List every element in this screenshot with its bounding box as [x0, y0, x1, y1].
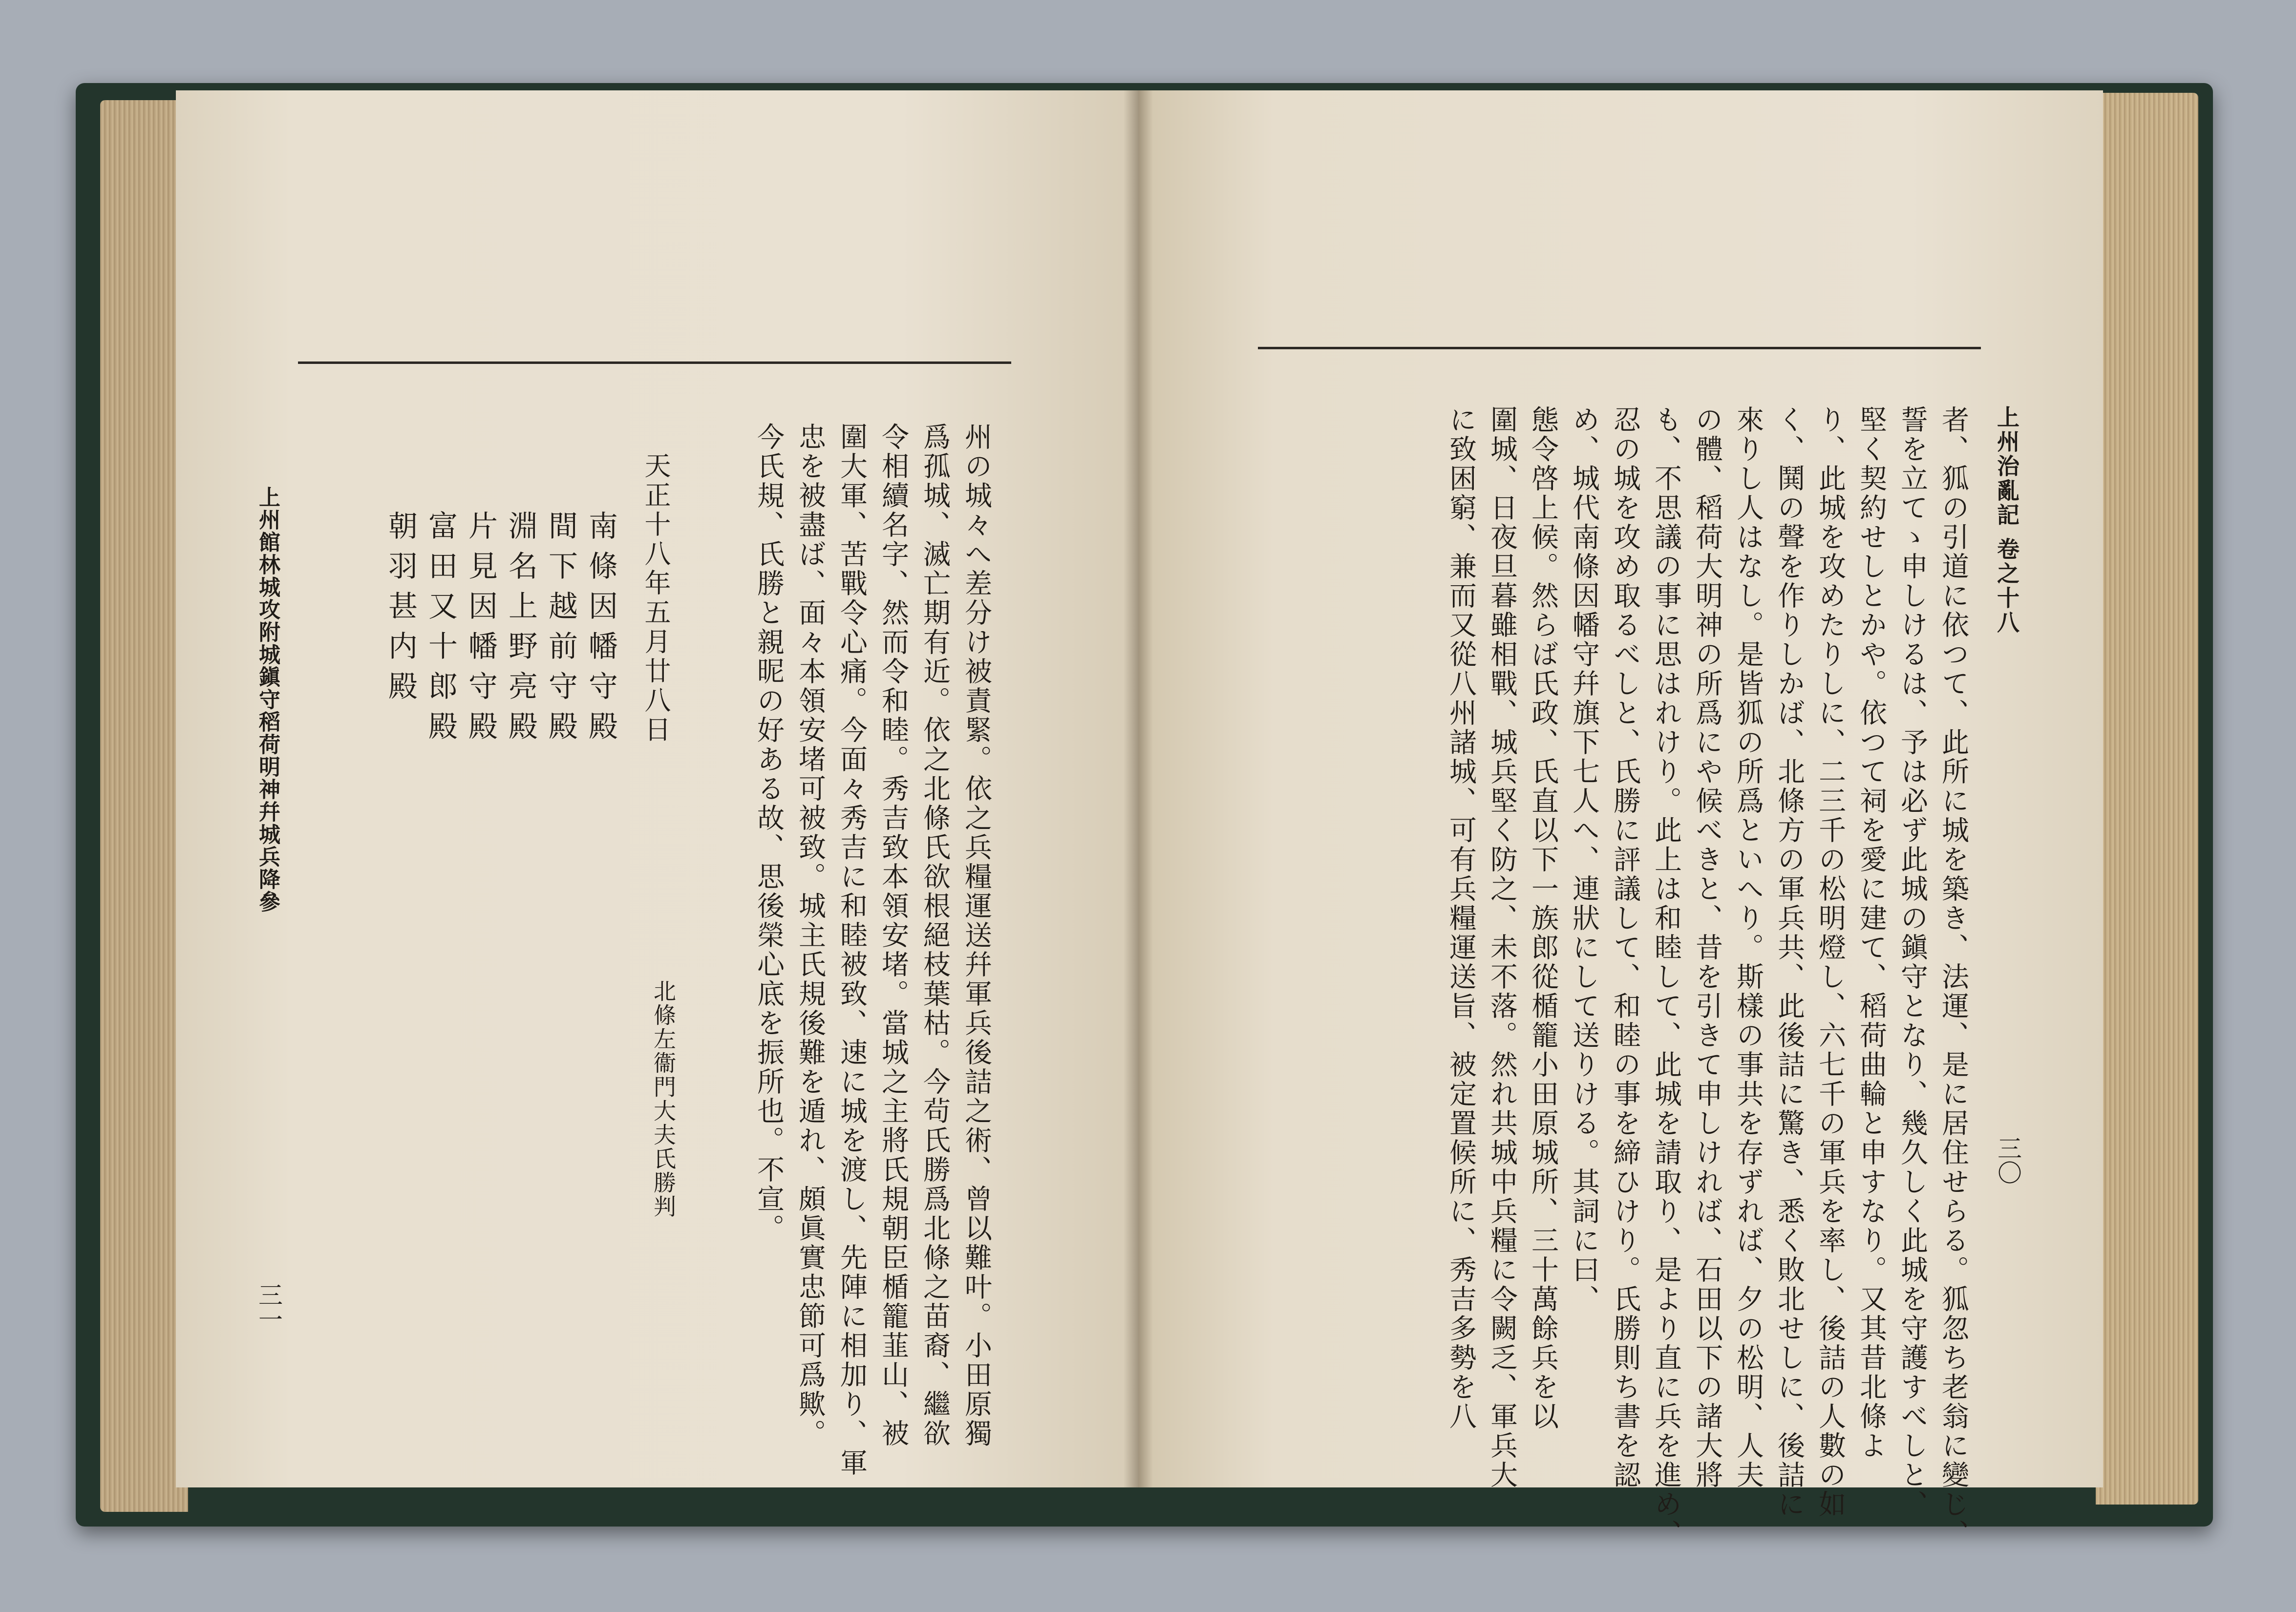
header-rule [298, 361, 1011, 364]
left-page [176, 90, 1143, 1487]
text-line: 圍大軍、苦戰令心痛。今面々秀吉に和睦被致、速に城を渡し、先陣に相加り、軍 [836, 423, 868, 1478]
page-edges-left [100, 100, 188, 1512]
text-line: 今氏規、氏勝と親昵の好ある故、思後榮心底を振所也。不宣。 [753, 423, 785, 1243]
text-line: 者、狐の引道に依つて、此所に城を築き、法運、是に居住せらる。狐忽ち老翁に變じ、 [1937, 405, 1969, 1548]
text-line: の體、稻荷大明神の所爲にや候べきと、昔を引きて申しければ、石田以下の諸大將 [1691, 405, 1723, 1490]
text-line: 來りし人はなし。是皆狐の所爲といへり。斯樣の事共を存ずれば、夕の松明、人夫 [1732, 405, 1764, 1490]
text-line: り、此城を攻めたりしに、二三千の松明燈し、六七千の軍兵を率し、後詰の人數の如 [1814, 405, 1846, 1519]
text-line: に致困窮、兼而又從八州諸城、可有兵糧運送旨、被定置候所に、秀吉多勢を八 [1445, 405, 1477, 1431]
header-rule [1258, 347, 1981, 349]
text-line: 態令啓上候。然らば氏政、氏直以下一族郎從楯籠小田原城所、三十萬餘兵を以 [1527, 405, 1559, 1431]
text-line: め、城代南條因幡守幷旗下七人へ、連狀にして送りける。其詞に曰、 [1568, 405, 1600, 1314]
recipient: 淵名上野亮殿 [504, 510, 538, 751]
text-line: 圍城、日夜旦暮雖相戰、城兵堅く防之、未不落。然れ共城中兵糧に令闕乏、軍兵大 [1486, 405, 1518, 1490]
recipient: 南條因幡守殿 [584, 510, 618, 751]
text-line: 州の城々へ差分け被責緊。依之兵糧運送幷軍兵後詰之術、曾以難叶。小田原獨 [960, 423, 992, 1448]
right-page [1138, 90, 2103, 1548]
letter-date: 天正十八年五月廿八日 [640, 452, 671, 745]
text-line: 堅く契約せしとかや。依つて祠を愛に建て、稻荷曲輪と申すなり。又其昔北條よ [1855, 405, 1887, 1461]
recipient: 富田又十郎殿 [424, 510, 458, 751]
section-title: 上州館林城攻附城鎭守稻荷明神幷城兵降參 [255, 486, 280, 913]
page-edges-right [2096, 93, 2198, 1505]
letter-signature: 北條左衞門大夫氏勝判 [650, 979, 677, 1219]
recipient: 片見因幡守殿 [464, 510, 498, 751]
page-number: 三一 [255, 1282, 283, 1331]
text-line: 忠を被盡ば、面々本領安堵可被致。城主氏規後難を遁れ、頗眞實忠節可爲歟。 [794, 423, 826, 1448]
page-number: 三〇 [1994, 1136, 2022, 1185]
text-line: 忍の城を攻め取るべしと、氏勝に評議して、和睦の事を締ひけり。氏勝則ち書を認 [1609, 405, 1641, 1490]
text-line: 誓を立てゝ申しけるは、予は必ず此城の鎭守となり、幾久しく此城を守護すべしと、 [1896, 405, 1928, 1519]
running-head: 上州治亂記 卷之十八 [1994, 405, 2020, 636]
text-line: 爲孤城、滅亡期有近。依之北條氏欲根絕枝葉枯。今茍氏勝爲北條之苗裔、繼欲 [919, 423, 951, 1448]
text-line: く、鬨の聲を作りしかば、北條方の軍兵共、此後詰に驚き、悉く敗北せしに、後詰に [1773, 405, 1805, 1519]
book-gutter [1124, 90, 1153, 1487]
recipient: 朝羽甚内殿 [383, 510, 418, 711]
recipient: 間下越前守殿 [544, 510, 578, 751]
text-line: も、不思議の事に思はれけり。此上は和睦して、此城を請取り、是より直に兵を進め、 [1650, 405, 1682, 1548]
text-line: 令相續名字、然而令和睦。秀吉致本領安堵。當城之主將氏規朝臣楯籠韮山、被 [877, 423, 909, 1448]
